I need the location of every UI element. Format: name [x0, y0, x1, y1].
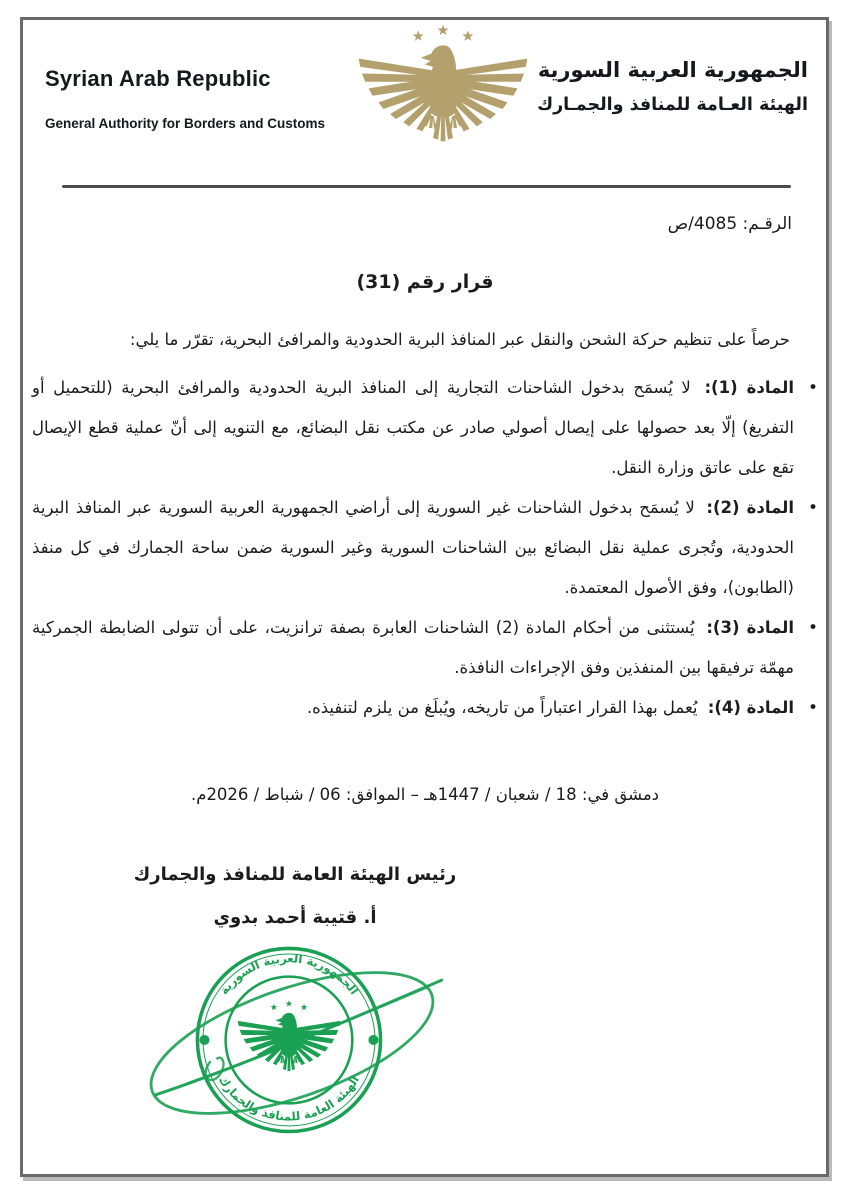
- header-divider-line: [62, 185, 791, 188]
- article-4-text: يُعمل بهذا القرار اعتباراً من تاريخه، ويُبلَغ من يلزم لتنفيذه.: [306, 698, 698, 717]
- bullet-icon: •: [807, 378, 818, 398]
- stamp-right-dot: [368, 1035, 378, 1045]
- country-name-en: Syrian Arab Republic: [45, 66, 271, 91]
- stamp-top-text: الجمهورية العربية السورية: [216, 951, 362, 998]
- article-3-text: يُستثنى من أحكام المادة (2) الشاحنات العابرة بصفة ترانزيت، على أن تتولى الضابطة الجمركية مهمّة ترفيقها بين المنفذين وفق الإجراءات النافذة.: [32, 618, 794, 677]
- article-1-text: لا يُسمَح بدخول الشاحنات التجارية إلى المنافذ البرية الحدودية والمرافئ البحرية (للتحميل أو التفريغ) إلّا بعد حصولها على إيصال أصولي صادر عن مكتب نقل البضائع، مع التنويه إلى أنّ عملية قطع الإيصال تقع على عاتق وزارة النقل.: [32, 378, 794, 477]
- stamp-left-dot: [199, 1035, 209, 1045]
- article-item-3: [32, 608, 822, 688]
- stamp-bottom-text: الهيئة العامة للمنافذ والجمارك: [215, 1073, 362, 1124]
- header-english: [45, 66, 375, 131]
- signatory-name: أ. قتيبة أحمد بدوي: [213, 907, 377, 928]
- intro-paragraph: حرصاً على تنظيم حركة الشحن والنقل عبر المنافذ البرية الحدودية والمرافئ البحرية، تقرّر ما يلي:: [129, 330, 790, 349]
- reference-number: الرقـم: 4085/ص: [667, 214, 792, 234]
- authority-name-ar: الهيئة العـامة للمنافذ والجمـارك: [537, 95, 808, 115]
- signature-block: [120, 864, 470, 928]
- header-arabic: [508, 58, 808, 115]
- date-line: دمشق في: 18 / شعبان / 1447هـ – الموافق: 06 / شباط / 2026م.: [190, 785, 660, 804]
- bullet-icon: •: [807, 498, 818, 518]
- bullet-icon: •: [807, 618, 818, 638]
- authority-name-en: General Authority for Borders and Customs: [45, 116, 326, 131]
- articles-list: [32, 368, 822, 728]
- country-name-ar: الجمهورية العربية السورية: [537, 58, 808, 82]
- bullet-icon: •: [807, 698, 818, 718]
- article-2-text: لا يُسمَح بدخول الشاحنات غير السورية إلى أراضي الجمهورية العربية السورية عبر المنافذ البرية الحدودية، وتُجرى عملية نقل البضائع بين الشاحنات السورية وغير السورية ضمن ساحة الجمارك في كل منفذ (الطابون)، وفق الأصول المعتمدة.: [32, 498, 794, 597]
- signatory-title: رئيس الهيئة العامة للمنافذ والجمارك: [133, 864, 457, 885]
- article-4-lead: المادة (4):: [707, 698, 794, 717]
- article-3-lead: المادة (3):: [706, 618, 794, 637]
- decision-title: قرار رقم (31): [356, 271, 494, 293]
- article-item-2: [32, 488, 822, 608]
- article-1-lead: المادة (1):: [704, 378, 794, 397]
- article-item-1: [32, 368, 822, 488]
- article-item-4: [32, 688, 822, 728]
- golden-eagle-emblem-icon: [352, 20, 534, 160]
- official-stamp-seal: [126, 932, 462, 1152]
- article-2-lead: المادة (2):: [706, 498, 794, 517]
